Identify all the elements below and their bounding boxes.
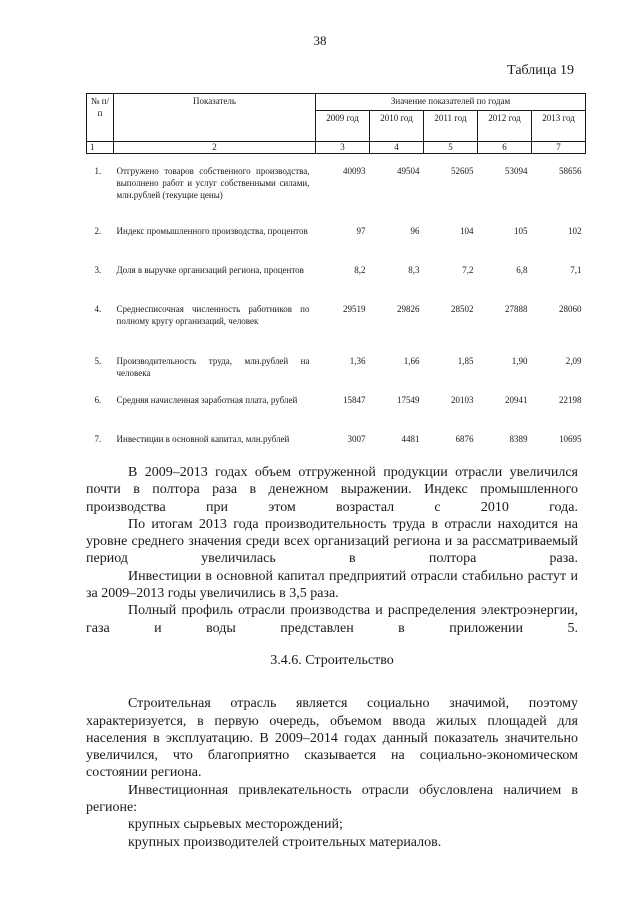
indicator-value: 52605: [451, 166, 474, 176]
paragraph: В 2009–2013 годах объем отгруженной продукции отрасли увеличился почти в полтора раза в денежном выражении. Индекс промышленного производства при этом возрастал с 2010 года.: [86, 465, 578, 515]
indicator-value: 49504: [397, 166, 420, 176]
row-number: 2.: [94, 225, 102, 236]
row-number: 6.: [94, 394, 102, 405]
indicator-value: 4481: [401, 433, 420, 444]
header-indicator: Показатель: [114, 94, 316, 142]
indicator-value: 8,3: [408, 264, 420, 275]
indicator-value: 3007: [347, 433, 366, 444]
indicator-value: 58656: [559, 166, 582, 176]
indicator-name: Отгружено товаров собственного производства, выполнено работ и услуг собственными силами, млн.рублей (текущие цены): [116, 166, 310, 200]
indicator-value: 96: [410, 225, 420, 236]
header-year: 2010 год: [370, 111, 424, 142]
indicator-value: 7,2: [462, 264, 474, 275]
indicator-name: Средняя начисленная заработная плата, рублей: [116, 394, 298, 405]
header-num: № п/п: [87, 94, 114, 142]
row-number: 5.: [94, 355, 102, 366]
list-item: крупных производителей строительных материалов.: [128, 834, 442, 850]
indicator-value: 1,85: [457, 355, 474, 366]
header-year: 2013 год: [532, 111, 586, 142]
indicator-value: 29826: [397, 303, 420, 314]
paragraph: По итогам 2013 года производительность труда в отрасли находится на уровне среднего значения среди всех организаций региона и за рассматриваемый период увеличилась в полтора раза.: [86, 516, 578, 567]
paragraph: Инвестиционная привлекательность отрасли обусловлена наличием в регионе:: [86, 782, 578, 816]
indicator-name: Доля в выручке организаций региона, процентов: [116, 264, 304, 275]
indicator-value: 97: [356, 225, 366, 236]
column-number: 7: [532, 142, 586, 154]
indicator-value: 2,09: [565, 355, 582, 366]
indicator-value: 6876: [455, 433, 474, 444]
indicator-value: 40093: [343, 166, 366, 176]
column-number: 3: [316, 142, 370, 154]
indicator-value: 104: [460, 225, 474, 236]
list-item: крупных сырьевых месторождений;: [128, 817, 343, 833]
indicator-value: 7,1: [570, 264, 582, 275]
indicator-name: Индекс промышленного производства, процентов: [116, 225, 308, 236]
column-number: 6: [478, 142, 532, 154]
table-row: [87, 294, 586, 346]
indicator-value: 1,36: [349, 355, 366, 366]
header-year: 2009 год: [316, 111, 370, 142]
column-number: 4: [370, 142, 424, 154]
indicator-value: 17549: [397, 394, 420, 405]
table-label: Таблица 19: [507, 63, 574, 78]
section-title: 3.4.6. Строительство: [270, 652, 394, 668]
indicator-value: 1,90: [511, 355, 528, 366]
table-row: [87, 216, 586, 255]
indicator-value: 10695: [559, 433, 582, 444]
indicator-value: 1,66: [403, 355, 420, 366]
indicator-value: 53094: [505, 166, 528, 176]
table-row: [87, 154, 586, 216]
indicator-value: 27888: [505, 303, 528, 314]
indicator-value: 20941: [505, 394, 528, 405]
indicators-table: [86, 93, 586, 463]
row-number: 7.: [94, 433, 102, 444]
indicator-value: 8389: [509, 433, 528, 444]
indicator-value: 28060: [559, 303, 582, 314]
paragraph: Инвестиции в основной капитал предприятий отрасли стабильно растут и за 2009–2013 годы увеличились в 3,5 раза.: [86, 568, 578, 602]
page-number: 38: [313, 33, 327, 48]
indicator-name: Среднесписочная численность работников по полному кругу организаций, человек: [116, 303, 310, 326]
paragraph: Строительная отрасль является социально значимой, поэтому характеризуется, в первую очередь, объемом ввода жилых площадей для населения в эксплуатацию. В 2009–2014 годах данный показатель значительно увеличился, что благоприятно сказывается на социально-экономическом состоянии региона.: [86, 696, 578, 781]
indicator-value: 8,2: [354, 264, 366, 275]
header-year: 2011 год: [424, 111, 478, 142]
column-number: 5: [424, 142, 478, 154]
table-body: [87, 154, 586, 463]
indicator-value: 6,8: [516, 264, 528, 275]
row-number: 3.: [94, 264, 102, 275]
column-number: 1: [87, 142, 114, 154]
indicator-value: 105: [514, 225, 528, 236]
indicator-value: 29519: [343, 303, 366, 314]
indicator-name: Производительность труда, млн.рублей на человека: [116, 355, 310, 378]
table-row: [87, 385, 586, 424]
table-row: [87, 424, 586, 463]
row-number: 1.: [94, 166, 102, 176]
table-row: [87, 346, 586, 385]
indicator-value: 20103: [451, 394, 474, 405]
column-number: 2: [114, 142, 316, 154]
indicator-value: 102: [568, 225, 582, 236]
indicator-value: 15847: [343, 394, 366, 405]
paragraph: Полный профиль отрасли производства и распределения электроэнергии, газа и воды представлен в приложении 5.: [86, 603, 578, 636]
indicator-value: 28502: [451, 303, 474, 314]
header-years-group: Значение показателей по годам: [316, 94, 586, 111]
row-number: 4.: [94, 303, 102, 314]
table-row: [87, 255, 586, 294]
body-text: [86, 464, 578, 851]
indicator-value: 22198: [559, 394, 582, 405]
header-year: 2012 год: [478, 111, 532, 142]
indicator-name: Инвестиции в основной капитал, млн.рублей: [116, 433, 290, 444]
